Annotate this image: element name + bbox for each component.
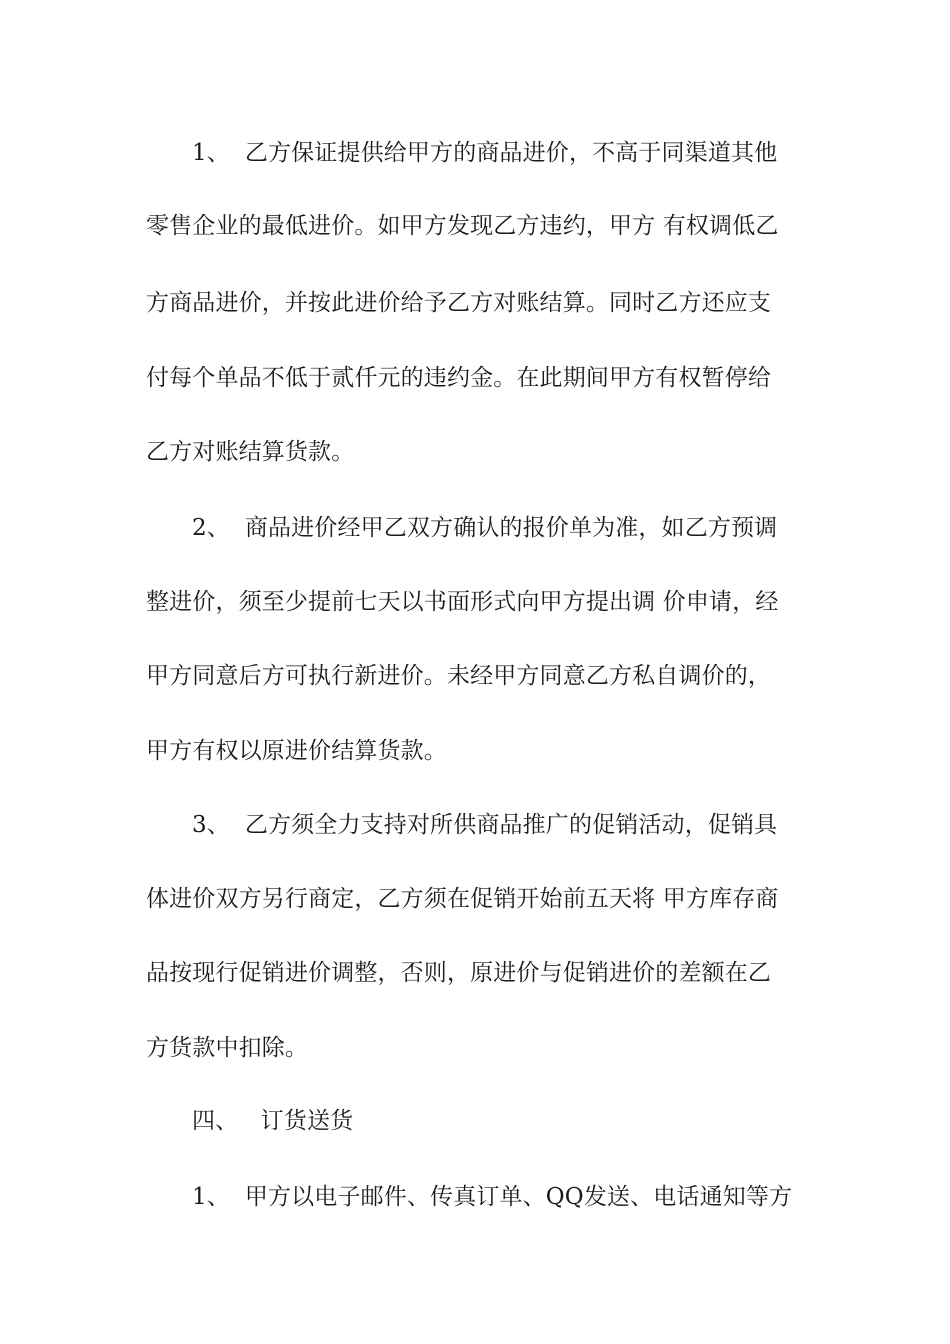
- paragraph-line: 整进价，须至少提前七天以书面形式向甲方提出调 价申请，经: [146, 589, 779, 615]
- paragraph-line: 3、 乙方须全力支持对所供商品推广的促销活动，促销具: [192, 812, 778, 838]
- paragraph-line: 乙方对账结算货款。: [146, 439, 355, 465]
- paragraph-line: 方商品进价，并按此进价给予乙方对账结算。同时乙方还应支: [146, 290, 772, 316]
- paragraph-line: 2、 商品进价经甲乙双方确认的报价单为准，如乙方预调: [192, 515, 778, 541]
- paragraph-line: 1、 乙方保证提供给甲方的商品进价，不高于同渠道其他: [192, 140, 778, 166]
- paragraph-line: 零售企业的最低进价。如甲方发现乙方违约，甲方 有权调低乙: [146, 213, 779, 239]
- paragraph-line: 体进价双方另行商定，乙方须在促销开始前五天将 甲方库存商: [146, 886, 779, 912]
- paragraph-line: 付每个单品不低于贰仟元的违约金。在此期间甲方有权暂停给: [146, 365, 772, 391]
- paragraph-line: 方货款中扣除。: [146, 1035, 309, 1061]
- paragraph-line: 甲方同意后方可执行新进价。未经甲方同意乙方私自调价的，: [146, 663, 772, 689]
- paragraph-line: 1、 甲方以电子邮件、传真订单、QQ发送、电话通知等方: [192, 1184, 793, 1210]
- section-heading: 四、 订货送货: [192, 1108, 354, 1134]
- paragraph-line: 品按现行促销进价调整，否则，原进价与促销进价的差额在乙: [146, 960, 772, 986]
- paragraph-line: 甲方有权以原进价结算货款。: [146, 738, 447, 764]
